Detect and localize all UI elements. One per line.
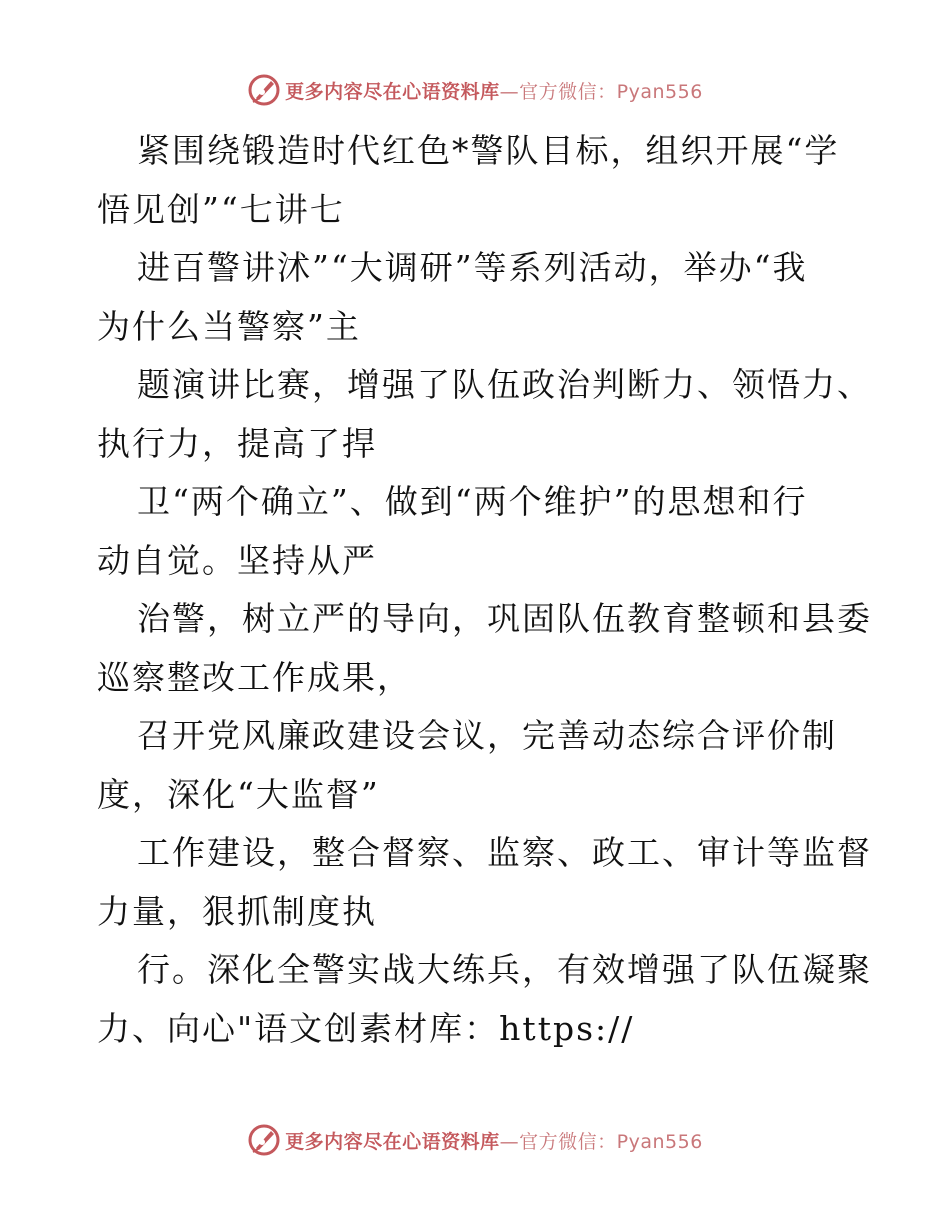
footer-brand-text [285,1127,703,1154]
footer-brand-bold: 更多内容尽在心语资料库 [285,1130,500,1153]
body-line: 力、向心"语文创素材库：https:// [97,1008,635,1048]
body-line: 巡察整改工作成果， [97,657,412,697]
quill-pen-logo-icon [247,73,281,107]
body-line: 紧围绕锻造时代红色*警队目标，组织开展“学 [137,131,840,170]
header-brand-rest: —官方微信：Pyan556 [499,80,703,103]
footer-banner [0,1120,950,1160]
body-line: 行。深化全警实战大练兵，有效增强了队伍凝聚 [137,950,872,989]
body-line: 治警，树立严的导向，巩固队伍教育整顿和县委 [137,599,872,638]
footer-brand-rest: —官方微信：Pyan556 [499,1130,703,1153]
quill-pen-logo-icon [247,1123,281,1157]
body-line: 召开党风廉政建设会议，完善动态综合评价制 [137,716,837,755]
body-line: 卫“两个确立”、做到“两个维护”的思想和行 [137,482,808,521]
body-line: 为什么当警察”主 [97,306,361,346]
body-line: 度，深化“大监督” [97,774,380,814]
header-brand-bold: 更多内容尽在心语资料库 [285,80,500,103]
body-line: 工作建设，整合督察、监察、政工、审计等监督 [137,833,872,872]
header-banner [0,70,950,110]
body-line: 题演讲比赛，增强了队伍政治判断力、领悟力、 [137,365,872,404]
body-line: 执行力，提高了捍 [97,423,377,463]
body-line: 力量，狠抓制度执 [97,891,377,931]
body-line: 进百警讲沭”“大调研”等系列活动，举办“我 [137,248,808,287]
document-body [97,122,872,1058]
body-line: 悟见创”“七讲七 [97,189,345,229]
header-brand-text [285,77,703,104]
body-line: 动自觉。坚持从严 [97,540,377,580]
